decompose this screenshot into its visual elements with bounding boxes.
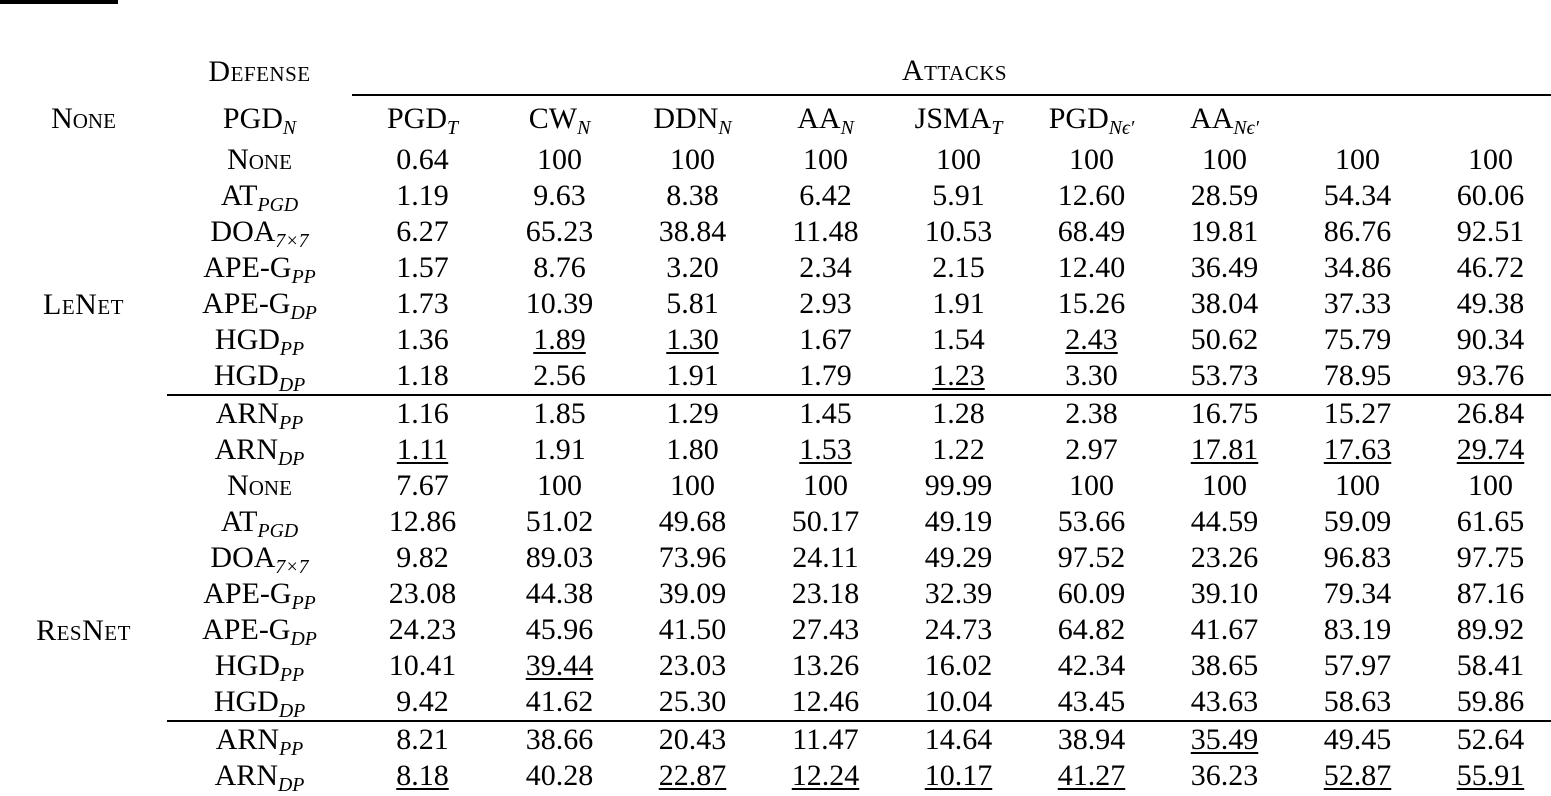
cell-value: 12.40 (1057, 251, 1126, 284)
cell-value: 100 (670, 143, 715, 176)
cell-value: 41.62 (525, 685, 594, 718)
defense-label: $HGD_{PP}$ (214, 323, 305, 361)
cell-value: 58.63 (1323, 685, 1392, 718)
cell-value: 39.10 (1190, 577, 1259, 610)
cell-value: 16.75 (1190, 397, 1259, 430)
defense-label: None (227, 143, 292, 176)
cell-value: 10.17 (924, 759, 993, 792)
cell-value: 43.45 (1057, 685, 1126, 718)
cell-value: 13.26 (791, 649, 860, 682)
cell-value: 1.28 (932, 397, 985, 430)
cell-value: 100 (1335, 469, 1380, 502)
cell-value: 75.79 (1323, 323, 1392, 356)
model-label-resnet: ResNet (36, 614, 131, 647)
defense-label: $ARN_{PP}$ (215, 723, 304, 761)
cell-value: 59.86 (1456, 685, 1525, 718)
cell-value: 7.67 (396, 469, 449, 502)
cell-value: 41.27 (1057, 759, 1126, 792)
cell-value: 41.50 (658, 613, 727, 646)
cell-value: 0.64 (396, 143, 449, 176)
cell-value: 1.36 (396, 323, 449, 356)
defense-label: $ARN_{DP}$ (214, 433, 305, 471)
cell-value: 38.94 (1057, 723, 1126, 756)
cell-value: 1.16 (396, 397, 449, 430)
cell-value: 32.39 (924, 577, 993, 610)
cell-value: 53.73 (1190, 359, 1259, 392)
cell-value: 19.81 (1190, 215, 1259, 248)
column-header-pgd-t: $PGD_T$ (386, 102, 459, 140)
cell-value: 1.30 (666, 323, 719, 356)
cell-value: 8.18 (396, 759, 449, 792)
cell-value: 100 (537, 143, 582, 176)
cell-value: 1.73 (396, 287, 449, 320)
cell-value: 87.16 (1456, 577, 1525, 610)
cell-value: 58.41 (1456, 649, 1525, 682)
cell-value: 23.26 (1190, 541, 1259, 574)
cell-value: 90.34 (1456, 323, 1525, 356)
cell-value: 11.48 (792, 215, 859, 248)
cell-value: 100 (1468, 143, 1513, 176)
cell-value: 10.39 (525, 287, 594, 320)
cell-value: 12.60 (1057, 179, 1126, 212)
column-header-defense: Defense (208, 55, 311, 88)
cell-value: 100 (803, 143, 848, 176)
cell-value: 36.23 (1190, 759, 1259, 792)
cell-value: 1.89 (533, 323, 586, 356)
table-row (0, 358, 1551, 395)
table-row (0, 286, 1551, 322)
defense-label: $DOA_{7\times 7}$ (210, 215, 309, 253)
cell-value: 14.64 (924, 723, 993, 756)
cell-value: 43.63 (1190, 685, 1259, 718)
header-row-group (0, 48, 1551, 95)
cell-value: 10.04 (924, 685, 993, 718)
cell-value: 2.34 (799, 251, 852, 284)
cell-value: 86.76 (1323, 215, 1392, 248)
cell-value: 23.18 (791, 577, 860, 610)
cell-value: 6.27 (396, 215, 449, 248)
cell-value: 28.59 (1190, 179, 1259, 212)
table-row (0, 396, 1551, 432)
table-row (0, 468, 1551, 504)
cell-value: 1.11 (396, 433, 449, 466)
cell-value: 97.52 (1057, 541, 1126, 574)
cell-value: 1.91 (666, 359, 719, 392)
cell-value: 1.79 (799, 359, 852, 392)
cell-value: 25.30 (658, 685, 727, 718)
cell-value: 24.23 (388, 613, 457, 646)
cell-value: 1.53 (799, 433, 852, 466)
cell-value: 54.34 (1323, 179, 1392, 212)
cell-value: 10.41 (388, 649, 457, 682)
defense-label: APE-$G_{PP}$ (203, 577, 316, 615)
cell-value: 38.66 (525, 723, 594, 756)
cell-value: 2.97 (1065, 433, 1118, 466)
cell-value: 1.91 (533, 433, 586, 466)
cell-value: 1.23 (932, 359, 985, 392)
cell-value: 93.76 (1456, 359, 1525, 392)
cell-value: 49.29 (924, 541, 993, 574)
cell-value: 50.17 (791, 505, 860, 538)
cell-value: 100 (1202, 469, 1247, 502)
cell-value: 60.09 (1057, 577, 1126, 610)
cell-value: 49.68 (658, 505, 727, 538)
cell-value: 100 (936, 143, 981, 176)
defense-label: $AT_{PGD}$ (220, 179, 299, 217)
cell-value: 3.20 (666, 251, 719, 284)
cell-value: 44.59 (1190, 505, 1259, 538)
cell-value: 9.42 (396, 685, 449, 718)
cell-value: 1.57 (396, 251, 449, 284)
table-row (0, 250, 1551, 286)
cell-value: 12.46 (791, 685, 860, 718)
results-table (0, 48, 1551, 794)
cell-value: 1.85 (533, 397, 586, 430)
cell-value: 78.95 (1323, 359, 1392, 392)
defense-label: APE-$G_{PP}$ (203, 251, 316, 289)
cell-value: 39.44 (525, 649, 594, 682)
column-header-pgd-n: $PGD_N$ (222, 102, 297, 140)
defense-label: $AT_{PGD}$ (220, 505, 299, 543)
cell-value: 49.19 (924, 505, 993, 538)
column-header-none: None (51, 102, 116, 135)
table-body (0, 48, 1551, 794)
table-row (0, 142, 1551, 178)
cell-value: 8.76 (533, 251, 586, 284)
cell-value: 27.43 (791, 613, 860, 646)
cell-value: 17.63 (1323, 433, 1392, 466)
cell-value: 23.03 (658, 649, 727, 682)
cell-value: 12.24 (791, 759, 860, 792)
cell-value: 45.96 (525, 613, 594, 646)
cell-value: 100 (803, 469, 848, 502)
results-table-container (0, 48, 1551, 794)
cell-value: 97.75 (1456, 541, 1525, 574)
cell-value: 52.64 (1456, 723, 1525, 756)
cell-value: 9.63 (533, 179, 586, 212)
defense-label: $HGD_{DP}$ (213, 685, 306, 723)
cell-value: 50.62 (1190, 323, 1259, 356)
cell-value: 22.87 (658, 759, 727, 792)
table-row (0, 648, 1551, 684)
defense-label: APE-$G_{DP}$ (202, 613, 317, 651)
cell-value: 15.26 (1057, 287, 1126, 320)
cell-value: 65.23 (525, 215, 594, 248)
cell-value: 73.96 (658, 541, 727, 574)
cell-value: 38.65 (1190, 649, 1259, 682)
defense-label: APE-$G_{DP}$ (202, 287, 317, 325)
cell-value: 64.82 (1057, 613, 1126, 646)
cell-value: 5.91 (932, 179, 985, 212)
cell-value: 1.54 (932, 323, 985, 356)
cell-value: 100 (537, 469, 582, 502)
cell-value: 79.34 (1323, 577, 1392, 610)
cell-value: 53.66 (1057, 505, 1126, 538)
cell-value: 2.56 (533, 359, 586, 392)
cell-value: 49.45 (1323, 723, 1392, 756)
table-row (0, 322, 1551, 358)
cell-value: 38.84 (658, 215, 727, 248)
column-header-aa-n-: $AA_{N\epsilon'}$ (1190, 102, 1259, 140)
cell-value: 100 (1468, 469, 1513, 502)
cell-value: 39.09 (658, 577, 727, 610)
cell-value: 26.84 (1456, 397, 1525, 430)
cell-value: 20.43 (658, 723, 727, 756)
cell-value: 99.99 (924, 469, 993, 502)
cell-value: 9.82 (396, 541, 449, 574)
cell-value: 60.06 (1456, 179, 1525, 212)
cell-value: 40.28 (525, 759, 594, 792)
table-row (0, 722, 1551, 758)
header-row-attack-columns (0, 96, 1551, 142)
cell-value: 37.33 (1323, 287, 1392, 320)
table-row (0, 178, 1551, 214)
cell-value: 8.21 (396, 723, 449, 756)
cell-value: 16.02 (924, 649, 993, 682)
top-rule-fragment (0, 0, 118, 4)
cell-value: 2.43 (1065, 323, 1118, 356)
table-row (0, 758, 1551, 794)
cell-value: 6.42 (799, 179, 852, 212)
cell-value: 68.49 (1057, 215, 1126, 248)
cell-value: 59.09 (1323, 505, 1392, 538)
cell-value: 92.51 (1456, 215, 1525, 248)
table-row (0, 576, 1551, 612)
table-row (0, 612, 1551, 648)
cell-value: 100 (670, 469, 715, 502)
table-row (0, 432, 1551, 468)
table-row (0, 214, 1551, 250)
cell-value: 83.19 (1323, 613, 1392, 646)
cell-value: 29.74 (1456, 433, 1525, 466)
column-header-attacks: Attacks (901, 54, 1008, 87)
cell-value: 11.47 (792, 723, 859, 756)
cell-value: 55.91 (1456, 759, 1525, 792)
cell-value: 1.19 (396, 179, 449, 212)
cell-value: 17.81 (1190, 433, 1259, 466)
cell-value: 5.81 (666, 287, 719, 320)
cell-value: 57.97 (1323, 649, 1392, 682)
cell-value: 36.49 (1190, 251, 1259, 284)
cell-value: 89.92 (1456, 613, 1525, 646)
column-header-aa-n: $AA_N$ (797, 102, 854, 140)
cell-value: 2.93 (799, 287, 852, 320)
cell-value: 49.38 (1456, 287, 1525, 320)
cell-value: 42.34 (1057, 649, 1126, 682)
cell-value: 1.45 (799, 397, 852, 430)
defense-label: $HGD_{DP}$ (213, 359, 306, 397)
column-header-cw-n: $CW_N$ (528, 102, 591, 140)
cell-value: 1.67 (799, 323, 852, 356)
column-header-pgd-n-: $PGD_{N\epsilon'}$ (1048, 102, 1135, 140)
cell-value: 100 (1069, 143, 1114, 176)
defense-label: $DOA_{7\times 7}$ (210, 541, 309, 579)
cell-value: 38.04 (1190, 287, 1259, 320)
cell-value: 46.72 (1456, 251, 1525, 284)
table-row (0, 684, 1551, 721)
corner-cell (0, 48, 167, 96)
cell-value: 44.38 (525, 577, 594, 610)
defense-label: $HGD_{PP}$ (214, 649, 305, 687)
cell-value: 100 (1202, 143, 1247, 176)
cell-value: 96.83 (1323, 541, 1392, 574)
model-label-lenet: LeNet (43, 288, 124, 321)
cell-value: 1.91 (932, 287, 985, 320)
cell-value: 1.22 (932, 433, 985, 466)
cell-value: 24.11 (792, 541, 859, 574)
defense-label: $ARN_{PP}$ (215, 397, 304, 435)
cell-value: 1.18 (396, 359, 449, 392)
table-row (0, 504, 1551, 540)
cell-value: 100 (1069, 469, 1114, 502)
cell-value: 8.38 (666, 179, 719, 212)
cell-value: 3.30 (1065, 359, 1118, 392)
cell-value: 10.53 (924, 215, 993, 248)
cell-value: 2.38 (1065, 397, 1118, 430)
cell-value: 24.73 (924, 613, 993, 646)
cell-value: 23.08 (388, 577, 457, 610)
table-row (0, 540, 1551, 576)
column-header-jsma-t: $JSMA_T$ (914, 102, 1003, 140)
cell-value: 100 (1335, 143, 1380, 176)
cell-value: 41.67 (1190, 613, 1259, 646)
cell-value: 1.80 (666, 433, 719, 466)
cell-value: 15.27 (1323, 397, 1392, 430)
cell-value: 34.86 (1323, 251, 1392, 284)
cell-value: 61.65 (1456, 505, 1525, 538)
defense-label: None (227, 469, 292, 502)
cell-value: 35.49 (1190, 723, 1259, 756)
cell-value: 1.29 (666, 397, 719, 430)
cell-value: 51.02 (525, 505, 594, 538)
defense-label: $ARN_{DP}$ (214, 759, 305, 796)
cell-value: 12.86 (388, 505, 457, 538)
cell-value: 2.15 (932, 251, 985, 284)
cell-value: 52.87 (1323, 759, 1392, 792)
column-header-ddn-n: $DDN_N$ (653, 102, 732, 140)
cell-value: 89.03 (525, 541, 594, 574)
